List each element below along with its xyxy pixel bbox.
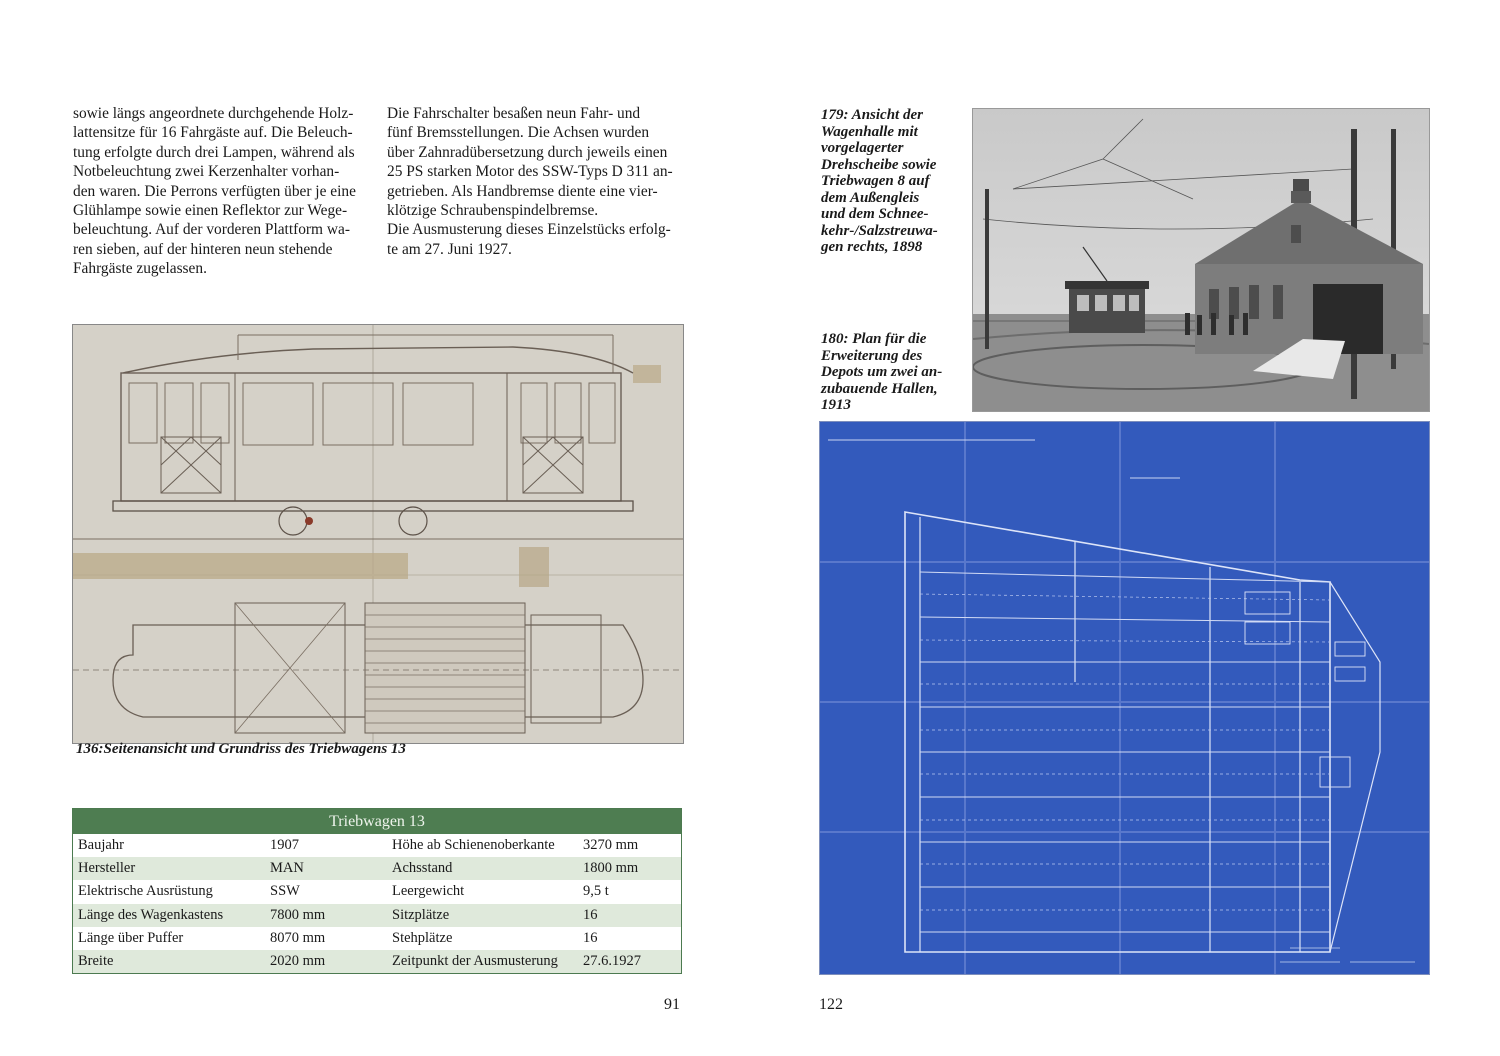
spec-label: Stehplätze xyxy=(392,929,453,946)
spec-label: Länge des Wagenkastens xyxy=(78,906,224,923)
blueprint-figure xyxy=(819,421,1430,975)
spec-table-row xyxy=(73,857,681,880)
spec-label: Achsstand xyxy=(392,860,453,877)
spec-value: 27.6.1927 xyxy=(583,952,641,969)
spec-table-row xyxy=(73,880,681,903)
spec-table-row xyxy=(73,834,681,857)
text-line: Notbeleuchtung zwei Kerzenhalter vorhan- xyxy=(73,163,340,181)
spec-value: 3270 mm xyxy=(583,837,639,853)
figure-136-caption: 136:Seitenansicht und Grundriss des Triebwagens 13 xyxy=(76,741,406,757)
spec-table-body xyxy=(73,834,681,973)
caption-line: Depots um zwei an- xyxy=(821,364,943,380)
tram-drawing-figure xyxy=(72,324,684,744)
page-number-right: 122 xyxy=(819,996,843,1013)
spec-value: MAN xyxy=(270,860,304,877)
text-column-1 xyxy=(73,104,368,279)
text-line: getrieben. Als Handbremse diente eine vier- xyxy=(387,182,658,200)
text-line: 25 PS starken Motor des SSW-Typs D 311 an- xyxy=(387,163,673,181)
caption-line: Erweiterung des xyxy=(821,347,923,364)
spec-value: 9,5 t xyxy=(583,883,609,900)
caption-line: dem Außengleis xyxy=(821,189,920,206)
text-line: beleuchtung. Auf der vorderen Plattform wa- xyxy=(73,221,350,239)
spec-table xyxy=(72,808,682,974)
caption-line: kehr-/Salzstreuwa- xyxy=(821,222,938,239)
text-line: ren sieben, auf der hinteren neun stehende xyxy=(73,240,333,258)
spec-value: 2020 mm xyxy=(270,952,326,969)
caption-line: zubauende Hallen, xyxy=(821,380,938,397)
blueprint-image xyxy=(820,422,1429,974)
spec-value: 1907 xyxy=(270,837,299,853)
spec-table-row xyxy=(73,950,681,973)
spec-value: 1800 mm xyxy=(583,860,639,877)
spec-table-row xyxy=(73,904,681,927)
spec-label: Zeitpunkt der Ausmusterung xyxy=(392,952,558,969)
page-number-left: 91 xyxy=(664,996,680,1013)
text-line: Die Fahrschalter besaßen neun Fahr- und xyxy=(387,105,641,122)
spec-value: SSW xyxy=(270,883,300,900)
caption-line: Wagenhalle mit xyxy=(821,123,918,140)
spec-value: 16 xyxy=(583,906,598,923)
text-line: sowie längs angeordnete durchgehende Holz- xyxy=(73,105,354,122)
text-line: te am 27. Juni 1927. xyxy=(387,240,512,258)
spec-label: Leergewicht xyxy=(392,883,465,900)
spec-value: 16 xyxy=(583,929,598,946)
text-line: Glühlampe sowie einen Reflektor zur Wege- xyxy=(73,202,348,220)
spec-label: Länge über Puffer xyxy=(78,929,184,946)
caption-line: Drehscheibe sowie xyxy=(821,156,937,173)
right-page xyxy=(750,0,1500,1056)
figure-179-caption xyxy=(821,107,971,256)
caption-line: 1913 xyxy=(821,397,851,413)
spec-table-row xyxy=(73,927,681,950)
caption-line: und dem Schnee- xyxy=(821,206,929,222)
spec-table-title: Triebwagen 13 xyxy=(73,809,681,834)
text-line: Fahrgäste zugelassen. xyxy=(73,260,207,278)
text-line: klötzige Schraubenspindelbremse. xyxy=(387,202,599,220)
depot-photo-figure xyxy=(972,108,1430,412)
text-line: tung erfolgte durch drei Lampen, während als xyxy=(73,143,355,161)
caption-line: Triebwagen 8 auf xyxy=(821,173,930,189)
spec-label: Hersteller xyxy=(78,860,136,877)
figure-180-caption xyxy=(821,331,971,414)
text-line: über Zahnradübersetzung durch jeweils einen xyxy=(387,143,668,161)
spec-label: Sitzplätze xyxy=(392,906,450,923)
spec-label: Höhe ab Schienenoberkante xyxy=(392,837,555,853)
spec-label: Breite xyxy=(78,952,114,969)
text-line: Die Ausmusterung dieses Einzelstücks erfolg- xyxy=(387,221,671,239)
caption-line: 180: Plan für die xyxy=(821,331,927,347)
text-line: lattensitze für 16 Fahrgäste auf. Die Beleuch- xyxy=(73,124,353,142)
spec-label: Elektrische Ausrüstung xyxy=(78,883,213,900)
caption-line: 179: Ansicht der xyxy=(821,107,923,123)
spec-value: 7800 mm xyxy=(270,906,326,923)
caption-line: vorgelagerter xyxy=(821,140,904,156)
spec-label: Baujahr xyxy=(78,837,124,853)
depot-photo-image xyxy=(973,109,1429,411)
spec-value: 8070 mm xyxy=(270,929,326,946)
tram-drawing-image xyxy=(73,325,683,743)
text-line: fünf Bremsstellungen. Die Achsen wurden xyxy=(387,124,650,142)
text-line: den waren. Die Perrons verfügten über je eine xyxy=(73,182,356,200)
text-column-2 xyxy=(387,104,681,259)
caption-line: gen rechts, 1898 xyxy=(821,239,923,255)
